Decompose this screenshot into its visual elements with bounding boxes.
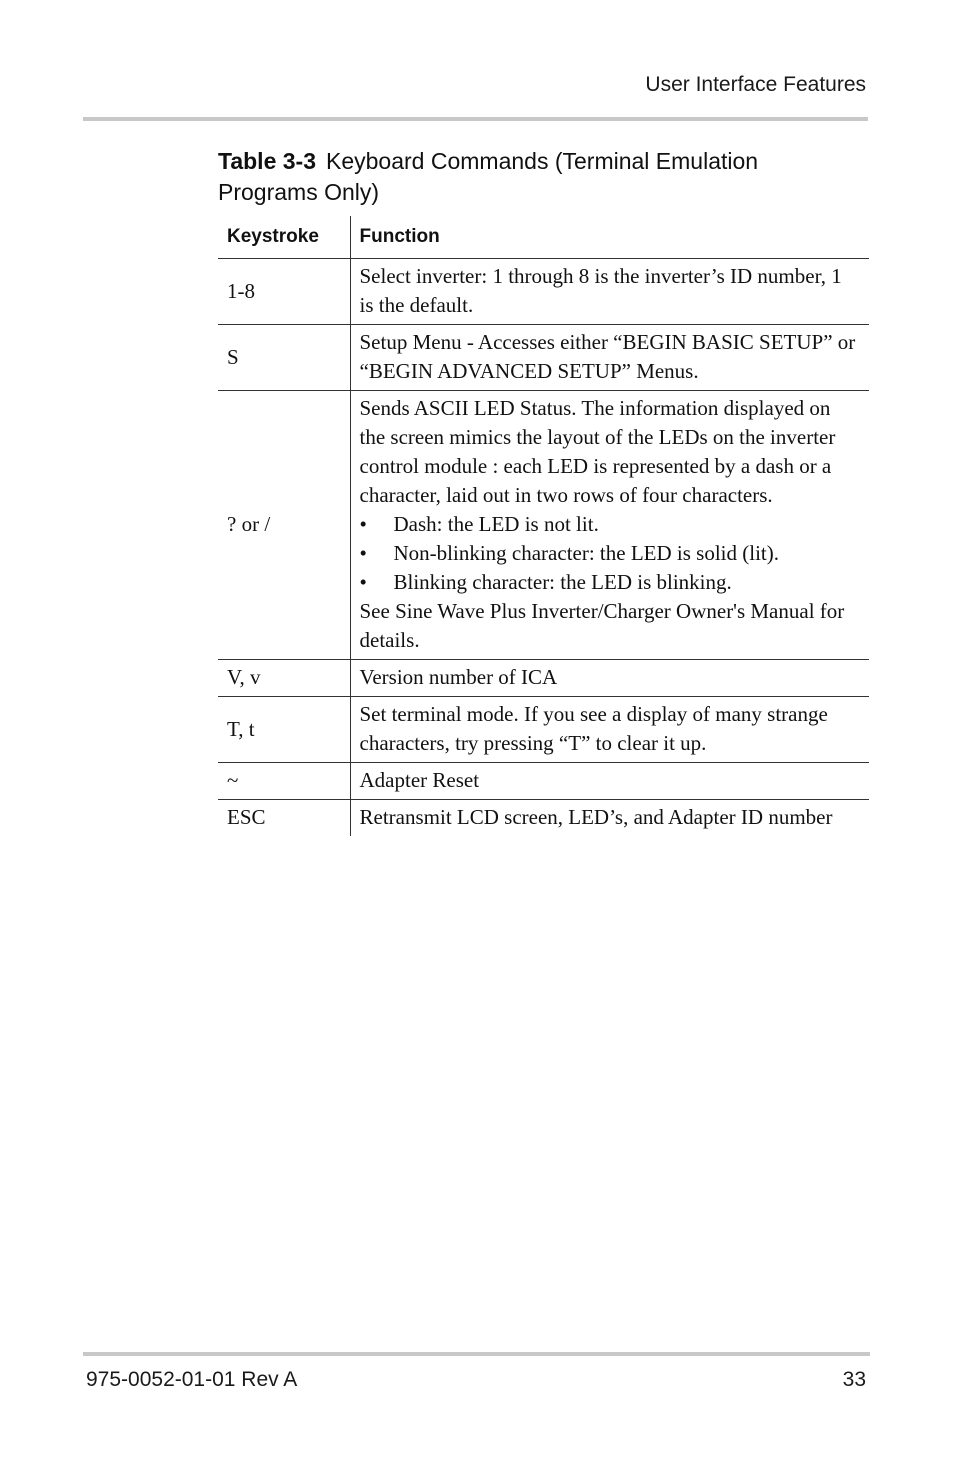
table-caption-number: Table 3-3: [218, 148, 316, 174]
table-row: [218, 763, 869, 800]
running-header: User Interface Features: [645, 73, 866, 96]
table-row: [218, 660, 869, 697]
document-number: 975-0052-01-01 Rev A: [86, 1368, 298, 1391]
function-cell: Retransmit LCD screen, LED’s, and Adapter ID number: [350, 800, 869, 837]
header-rule: [83, 117, 868, 121]
table-row: [218, 259, 869, 325]
bullet-item: [360, 510, 860, 539]
bullet-item: [360, 539, 860, 568]
bullet-text: Non-blinking character: the LED is solid (lit).: [393, 541, 779, 565]
keystroke-cell: ESC: [218, 800, 350, 837]
table-caption-text: Keyboard Commands (Terminal Emulation Programs Only): [218, 148, 759, 205]
function-outro: See Sine Wave Plus Inverter/Charger Owner's Manual for details.: [359, 599, 845, 652]
keystroke-cell: ~: [218, 763, 350, 800]
keystroke-cell: V, v: [218, 660, 350, 697]
keyboard-commands-table: [218, 216, 869, 836]
bullet-marker: •: [359, 512, 367, 536]
keystroke-cell: S: [218, 325, 350, 391]
bullet-text: Dash: the LED is not lit.: [393, 512, 599, 536]
bullet-marker: •: [359, 541, 367, 565]
page-number: 33: [842, 1368, 866, 1391]
bullet-marker: •: [359, 570, 367, 594]
function-cell: Version number of ICA: [350, 660, 869, 697]
keystroke-cell: 1-8: [218, 259, 350, 325]
column-header-keystroke: Keystroke: [218, 216, 350, 259]
function-cell: Setup Menu - Accesses either “BEGIN BASIC SETUP” or “BEGIN ADVANCED SETUP” Menus.: [350, 325, 869, 391]
function-cell: [350, 391, 869, 660]
function-intro: Sends ASCII LED Status. The information displayed on the screen mimics the layout of the LEDs on the inverter control module : each LED is represented by a dash or a character, laid out in two rows of four characters.: [359, 396, 836, 507]
table-row: [218, 325, 869, 391]
table-row: [218, 800, 869, 837]
table-caption: [218, 146, 858, 208]
bullet-text: Blinking character: the LED is blinking.: [393, 570, 732, 594]
function-cell: Select inverter: 1 through 8 is the inverter’s ID number, 1 is the default.: [350, 259, 869, 325]
function-cell: Adapter Reset: [350, 763, 869, 800]
table-row: [218, 391, 869, 660]
column-header-function: Function: [359, 226, 440, 247]
table-header-row: [218, 216, 869, 259]
bullet-item: [360, 568, 860, 597]
footer-rule: [83, 1352, 870, 1356]
keystroke-cell: ? or /: [218, 391, 350, 660]
function-cell: Set terminal mode. If you see a display of many strange characters, try pressing “T” to clear it up.: [350, 697, 869, 763]
keystroke-cell: T, t: [218, 697, 350, 763]
table-row: [218, 697, 869, 763]
